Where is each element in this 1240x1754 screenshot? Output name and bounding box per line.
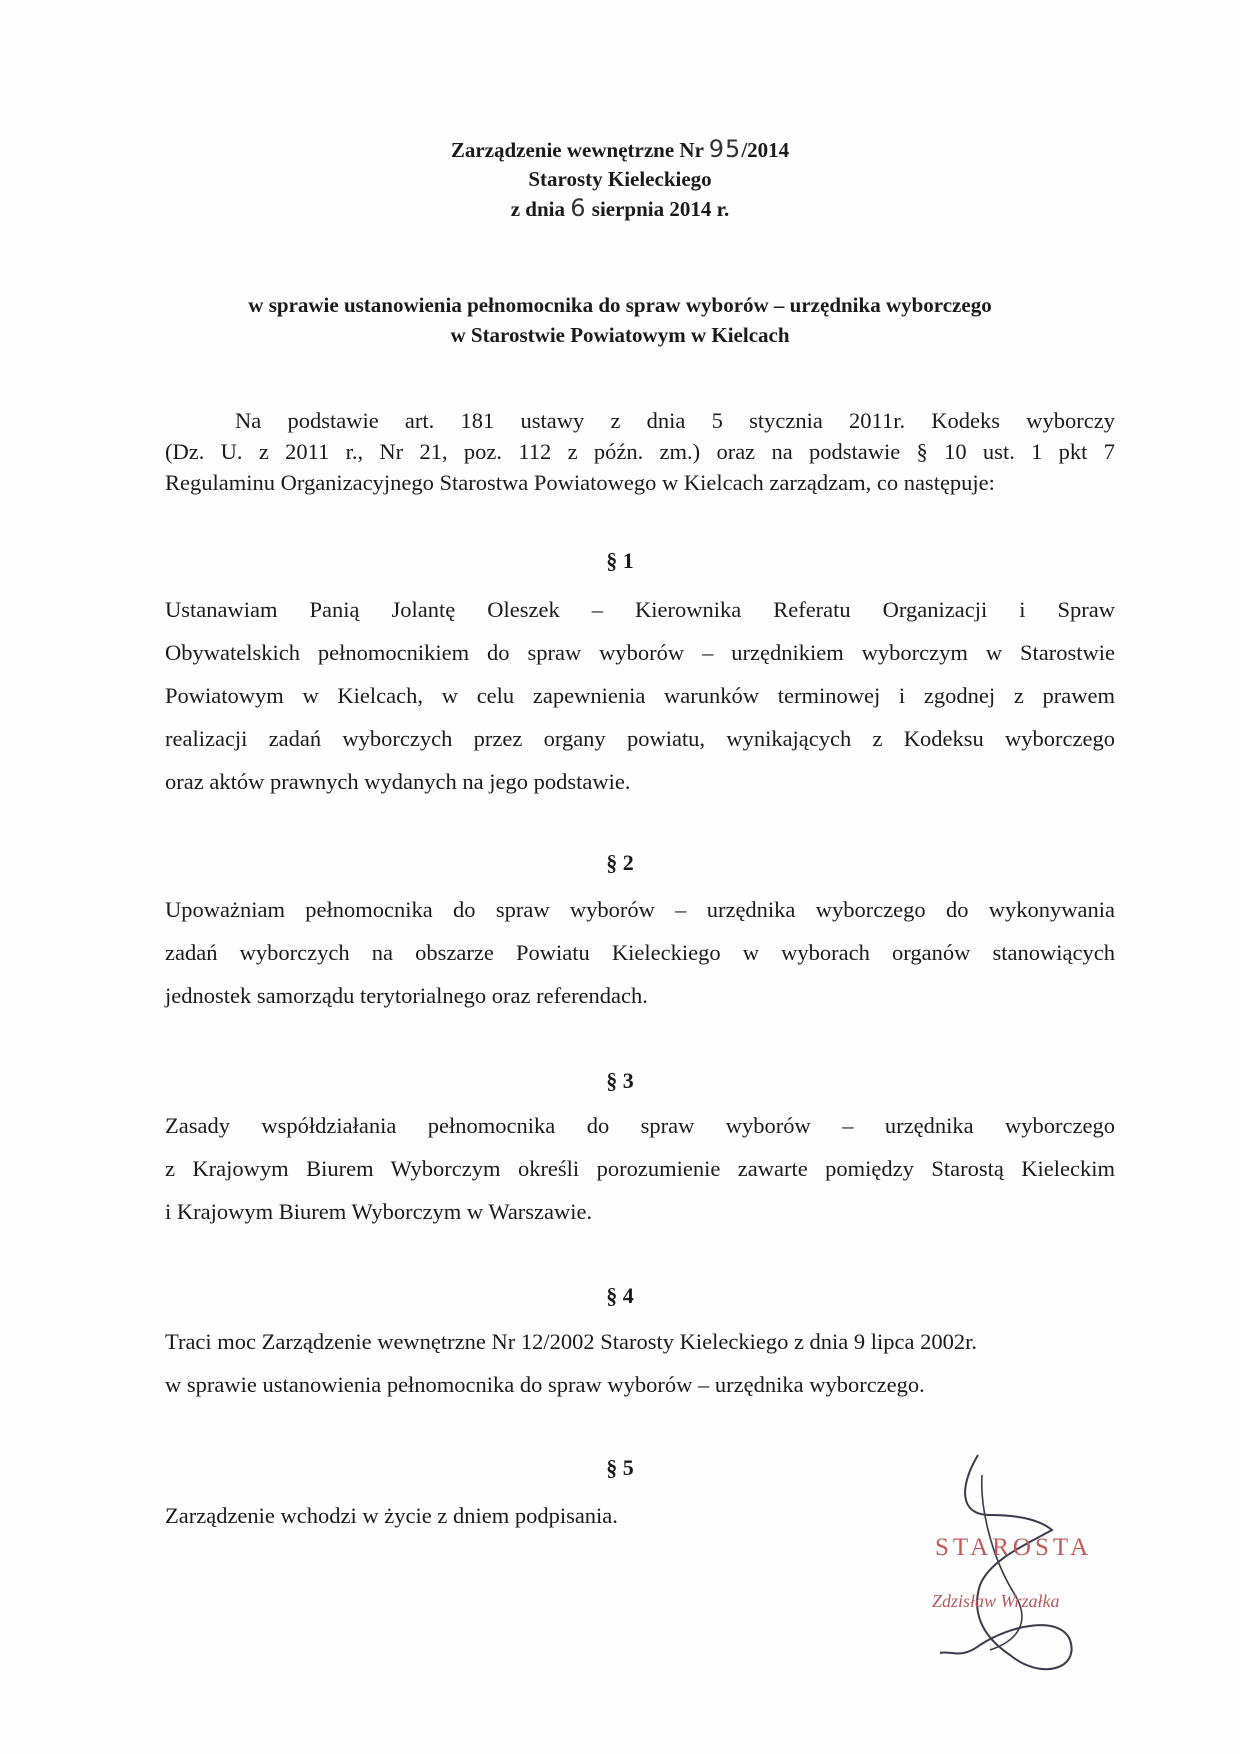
preamble-line: Na podstawie art. 181 ustawy z dnia 5 stycznia 2011r. Kodeks wyborczy: [235, 408, 1115, 433]
signature-ink-stroke: [940, 1455, 1072, 1669]
section-heading-5: § 5: [606, 1455, 634, 1480]
section-body-1: [165, 588, 1115, 803]
subject: [0, 290, 1240, 350]
body-line: jednostek samorządu terytorialnego oraz referendach.: [165, 983, 648, 1008]
body-line: Obywatelskich pełnomocnikiem do spraw wyborów – urzędnikiem wyborczym w Starostwie: [165, 640, 1115, 665]
date-suffix: sierpnia 2014 r.: [586, 197, 730, 221]
body-line: zadań wyborczych na obszarze Powiatu Kieleckiego w wyborach organów stanowiących: [165, 940, 1115, 965]
subject-line-1: w sprawie ustanowienia pełnomocnika do spraw wyborów – urzędnika wyborczego: [248, 293, 992, 317]
issuer-line: Starosty Kieleckiego: [528, 167, 712, 191]
signature-ink-flourish: [982, 1475, 1022, 1650]
body-line: w sprawie ustanowienia pełnomocnika do spraw wyborów – urzędnika wyborczego.: [165, 1372, 925, 1397]
body-line: realizacji zadań wyborczych przez organy powiatu, wynikających z Kodeksu wyborczego: [165, 726, 1115, 751]
preamble-line: Regulaminu Organizacyjnego Starostwa Powiatowego w Kielcach zarządzam, co następuje:: [165, 470, 995, 495]
body-line: Powiatowym w Kielcach, w celu zapewnienia warunków terminowej i zgodnej z prawem: [165, 683, 1115, 708]
section-heading-2: § 2: [606, 850, 634, 875]
preamble-line: (Dz. U. z 2011 r., Nr 21, poz. 112 z późn. zm.) oraz na podstawie § 10 ust. 1 pkt 7: [165, 439, 1115, 464]
order-number-line: [0, 135, 1240, 165]
handwritten-order-number: 95: [708, 135, 742, 163]
body-line: oraz aktów prawnych wydanych na jego podstawie.: [165, 769, 631, 794]
date-line: [0, 194, 1240, 224]
body-line: Upoważniam pełnomocnika do spraw wyborów – urzędnika wyborczego do wykonywania: [165, 897, 1115, 922]
body-line: Ustanawiam Panią Jolantę Oleszek – Kierownika Referatu Organizacji i Spraw: [165, 597, 1115, 622]
body-line: Zarządzenie wchodzi w życie z dniem podpisania.: [165, 1503, 618, 1528]
order-title: Zarządzenie wewnętrzne Nr: [450, 138, 709, 162]
body-line: Traci moc Zarządzenie wewnętrzne Nr 12/2002 Starosty Kieleckiego z dnia 9 lipca 2002r.: [165, 1329, 978, 1354]
body-line: z Krajowym Biurem Wyborczym określi porozumienie zawarte pomiędzy Starostą Kieleckim: [165, 1156, 1115, 1181]
section-heading-3: § 3: [606, 1068, 634, 1093]
section-body-3: [165, 1104, 1115, 1233]
stamp-title: STAROSTA: [935, 1534, 1093, 1561]
subject-line-2: w Starostwie Powiatowym w Kielcach: [450, 323, 790, 347]
document-header: [0, 135, 1240, 224]
date-prefix: z dnia: [510, 197, 571, 221]
starosta-signature-stamp: [920, 1445, 1120, 1690]
section-body-4: [165, 1320, 1115, 1406]
section-body-2: [165, 888, 1115, 1017]
stamp-name: Zdzisław Wrzałka: [932, 1591, 1060, 1611]
body-line: i Krajowym Biurem Wyborczym w Warszawie.: [165, 1199, 593, 1224]
order-year: /2014: [741, 138, 790, 162]
section-heading-1: § 1: [606, 548, 634, 573]
section-heading-4: § 4: [606, 1283, 634, 1308]
body-line: Zasady współdziałania pełnomocnika do spraw wyborów – urzędnika wyborczego: [165, 1113, 1115, 1138]
handwritten-day: 6: [570, 194, 587, 222]
preamble: [165, 405, 1115, 498]
